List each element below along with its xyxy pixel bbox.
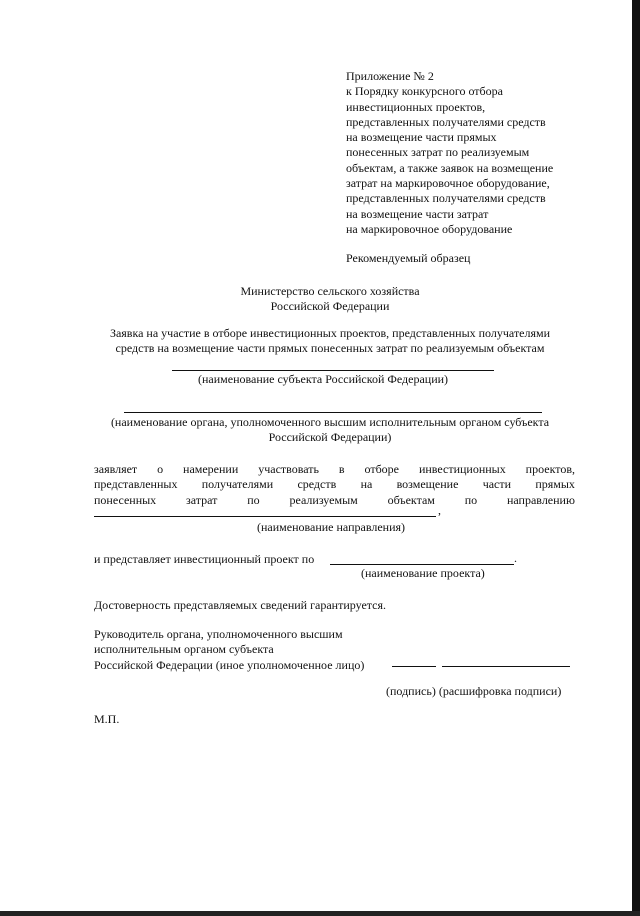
sample-label: Рекомендуемый образец	[346, 251, 471, 265]
signature-caption: (подпись) (расшифровка подписи)	[386, 684, 562, 698]
organ-field-line	[124, 412, 542, 413]
title-line: Заявка на участие в отборе инвестиционных проектов, представленных получателями	[109, 326, 551, 340]
project-field-line	[330, 564, 514, 565]
organ-caption-line: (наименование органа, уполномоченного высшим исполнительным органом субъекта	[110, 415, 550, 429]
signer-line: Российской Федерации (иное уполномоченное лицо)	[94, 657, 365, 672]
body-word: намерении	[183, 462, 239, 476]
body-word: на	[360, 477, 373, 492]
signature-decoding-line	[442, 666, 570, 667]
ministry-line: Российской Федерации	[270, 299, 390, 314]
body-word: заявляет	[94, 462, 138, 476]
body-word: реализуемым	[289, 492, 358, 507]
signature-line	[392, 666, 436, 667]
appendix-line: представленных получателями средств	[346, 114, 546, 129]
body-word: в	[338, 462, 345, 476]
organ-caption	[80, 415, 580, 446]
project-caption: (наименование проекта)	[361, 566, 485, 580]
body-word: по	[464, 492, 478, 507]
direction-comma: ,	[438, 503, 441, 517]
signer-block	[94, 627, 364, 673]
signer-line: Руководитель органа, уполномоченного высшим	[94, 627, 343, 641]
direction-caption: (наименование направления)	[257, 520, 406, 534]
body-word: отборе	[364, 462, 400, 476]
subject-caption: (наименование субъекта Российской Федерации)	[198, 372, 449, 386]
scan-edge-bottom	[0, 911, 640, 916]
appendix-block	[346, 69, 553, 237]
body-word: части	[482, 477, 512, 492]
project-text: и представляет инвестиционный проект по	[94, 552, 315, 566]
appendix-line: на возмещение части прямых	[346, 130, 497, 145]
body-row	[94, 493, 575, 508]
body-word: возмещение	[396, 477, 459, 492]
body-word: направлению	[506, 492, 575, 507]
body-word: затрат	[186, 492, 218, 507]
ministry-header	[190, 284, 470, 315]
organ-caption-line: Российской Федерации)	[268, 430, 392, 445]
body-word: получателями	[201, 477, 274, 492]
appendix-line: инвестиционных проектов,	[346, 99, 486, 114]
title-line: средств на возмещение части прямых понесенных затрат по реализуемым объектам	[115, 341, 545, 356]
stamp-label: М.П.	[94, 712, 120, 726]
direction-field-line	[94, 516, 436, 517]
ministry-line: Министерство сельского хозяйства	[240, 284, 420, 298]
body-row	[94, 462, 575, 477]
project-end-dot: .	[514, 551, 517, 565]
body-word: проектов,	[525, 462, 575, 476]
appendix-line: объектам, а также заявок на возмещение	[346, 160, 554, 175]
appendix-line: представленных получателями средств	[346, 191, 546, 206]
signer-line: исполнительным органом субъекта	[94, 642, 274, 657]
body-word: по	[247, 492, 260, 507]
body-word: о	[157, 462, 164, 476]
application-title	[80, 326, 580, 357]
body-word: представленных	[94, 477, 178, 492]
body-word: средств	[297, 477, 337, 492]
body-word: участвовать	[258, 462, 319, 476]
subject-field-line	[172, 370, 494, 371]
appendix-line: на возмещение части затрат	[346, 206, 489, 221]
appendix-line: на маркировочное оборудование	[346, 221, 513, 236]
appendix-line: Приложение № 2	[346, 69, 434, 83]
appendix-line: затрат на маркировочное оборудование,	[346, 176, 550, 191]
appendix-line: понесенных затрат по реализуемым	[346, 145, 530, 160]
guarantee-text: Достоверность представляемых сведений гарантируется.	[94, 598, 387, 612]
scan-edge-right	[632, 0, 640, 916]
body-row	[94, 477, 575, 492]
body-word: понесенных	[94, 492, 157, 507]
appendix-line: к Порядку конкурсного отбора	[346, 84, 503, 99]
body-word: прямых	[535, 477, 575, 492]
body-paragraph	[94, 462, 575, 508]
body-word: инвестиционных	[418, 462, 506, 476]
body-word: объектам	[387, 492, 435, 507]
